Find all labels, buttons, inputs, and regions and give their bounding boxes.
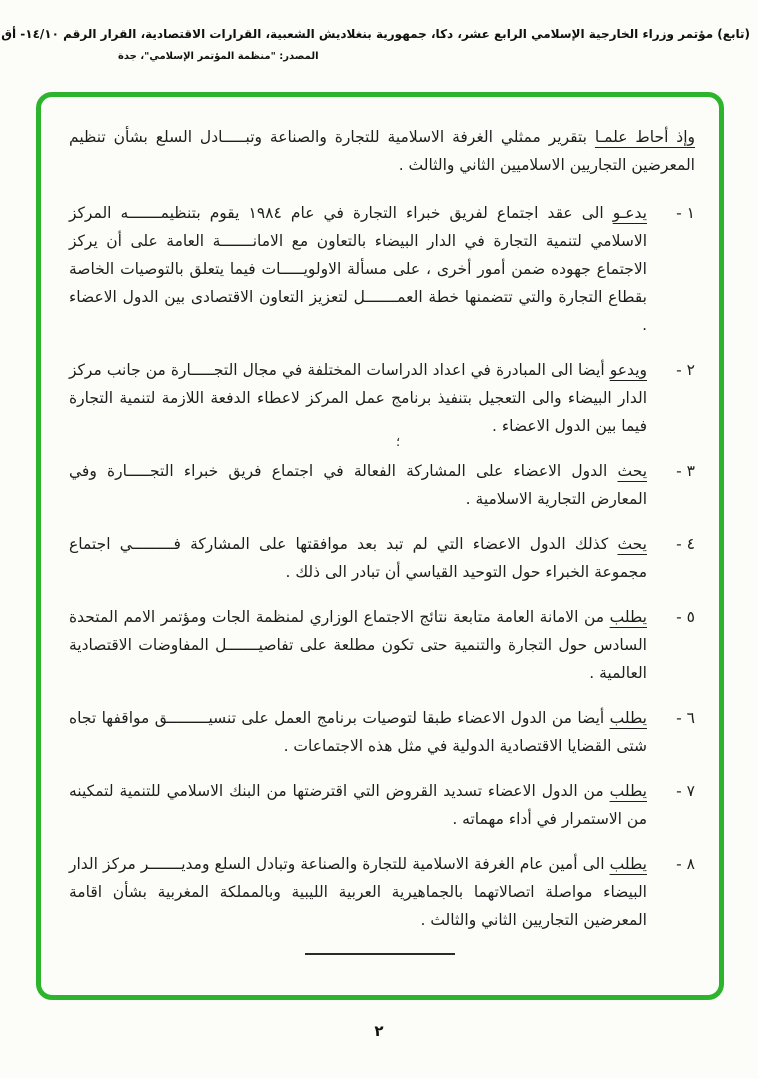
end-rule: [305, 953, 455, 955]
source-note: المصدر: "منظمة المؤتمر الإسلامي"، جدة: [118, 51, 319, 62]
item-lead-6: يطلب: [609, 709, 647, 727]
item-number-4: ٤ -: [676, 535, 695, 553]
resolution-item-5: [69, 603, 695, 687]
item-lead-3: يحث: [617, 462, 648, 480]
item-body-3: الدول الاعضاء على المشاركة الفعالة في اجتماع فريق خبراء التجـــــارة وفي المعارض التجارية الاسلامية .: [69, 462, 647, 508]
item-lead-1: يدعـو: [612, 204, 647, 222]
intro-lead: وإذ أحاط علمـا: [594, 128, 695, 146]
resolution-item-8: [69, 850, 695, 934]
item-number-6: ٦ -: [676, 709, 695, 727]
intro-text: بتقرير ممثلي الغرفة الاسلامية للتجارة والصناعة وتبـــــادل السلع بشأن تنظيم المعرضين التجاريين الاسلاميين الثاني والثالث .: [69, 128, 695, 174]
item-lead-2: ويدعو: [609, 361, 647, 379]
resolution-item-2: [69, 356, 695, 440]
item-body-2: أيضا الى المبادرة في اعداد الدراسات المختلفة في مجال التجـــــارة من جانب مركز الدار البيضاء والى التعجيل بتنفيذ برنامج عمل المركز لاعطاء الدفعة اللازمة لتنمية التجارة فيما بين الدول الاعضاء .: [69, 361, 647, 435]
item-number-3: ٣ -: [676, 462, 695, 480]
item-body-7: من الدول الاعضاء تسديد القروض التي اقترضتها من البنك الاسلامي للتنمية لتمكينه من الاستمرار في أداء مهماته .: [69, 782, 647, 828]
resolution-item-3: [69, 457, 695, 513]
item-lead-8: يطلب: [609, 855, 647, 873]
item-number-1: ١ -: [676, 204, 695, 222]
resolution-item-1: [69, 199, 695, 339]
item-text-8: [69, 850, 647, 934]
stray-punctuation-mark: ؛: [396, 435, 401, 450]
resolution-item-7: [69, 777, 695, 833]
item-text-7: [69, 777, 647, 833]
item-body-1: الى عقد اجتماع لفريق خبراء التجارة في عام ١٩٨٤ يقوم بتنظيمـــــــه المركز الاسلامي لتنمية التجارة في الدار البيضاء بالتعاون مع الامانـــــــة العامة على أن يركز الاجتماع جهوده ضمن أمور أخرى ، على مسألة الاولويـــــات فيما يتعلق بالتوصيات الخاصة بقطاع التجارة والتي تتضمنها خطة العمـــــــل لتعزيز التعاون الاقتصادى بين الدول الاعضاء .: [69, 204, 647, 334]
item-lead-5: يطلب: [609, 608, 647, 626]
item-lead-7: يطلب: [609, 782, 647, 800]
item-number-8: ٨ -: [676, 855, 695, 873]
resolution-item-4: [69, 530, 695, 586]
item-text-6: [69, 704, 647, 760]
item-text-1: [69, 199, 647, 339]
item-body-4: كذلك الدول الاعضاء التي لم تبد بعد موافقتها على المشاركة فـــــــــي اجتماع مجموعة الخبراء حول التوحيد القياسي أن تبادر الى ذلك .: [69, 535, 647, 581]
item-text-4: [69, 530, 647, 586]
item-body-6: أيضا من الدول الاعضاء طبقا لتوصيات برنامج العمل على تنسيـــــــــق مواقفها تجاه شتى القضايا الاقتصادية الدولية في مثل هذه الاجتماعات .: [69, 709, 647, 755]
item-text-5: [69, 603, 647, 687]
resolution-item-6: [69, 704, 695, 760]
item-number-7: ٧ -: [676, 782, 695, 800]
document-frame: [36, 92, 724, 1000]
item-text-3: [69, 457, 647, 513]
page-number: ٢: [374, 1022, 384, 1040]
item-text-2: [69, 356, 647, 440]
item-lead-4: يحث: [617, 535, 647, 553]
header-citation: (تابع) مؤتمر وزراء الخارجية الإسلامي الرابع عشر، دكا، جمهورية بنغلاديش الشعبية، القرارات الاقتصادية، القرار الرقم ١٤/١٠- أق: [1, 27, 750, 41]
item-number-2: ٢ -: [676, 361, 695, 379]
item-body-8: الى أمين عام الغرفة الاسلامية للتجارة والصناعة وتبادل السلع ومديـــــــر مركز الدار البيضاء مواصلة اتصالاتهما بالجماهيرية العربية الليبية وبالمملكة المغربية بشأن اقامة المعرضين التجاريين الثاني والثالث .: [69, 855, 647, 929]
item-body-5: من الامانة العامة متابعة نتائج الاجتماع الوزاري لمنظمة الجات ومؤتمر الامم المتحدة السادس حول التجارة والتنمية حتى تكون مطلعة على تفاصيـــــــل المفاوضات الاقتصادية العالمية .: [69, 608, 647, 682]
intro-paragraph: [69, 123, 695, 179]
item-number-5: ٥ -: [676, 608, 695, 626]
